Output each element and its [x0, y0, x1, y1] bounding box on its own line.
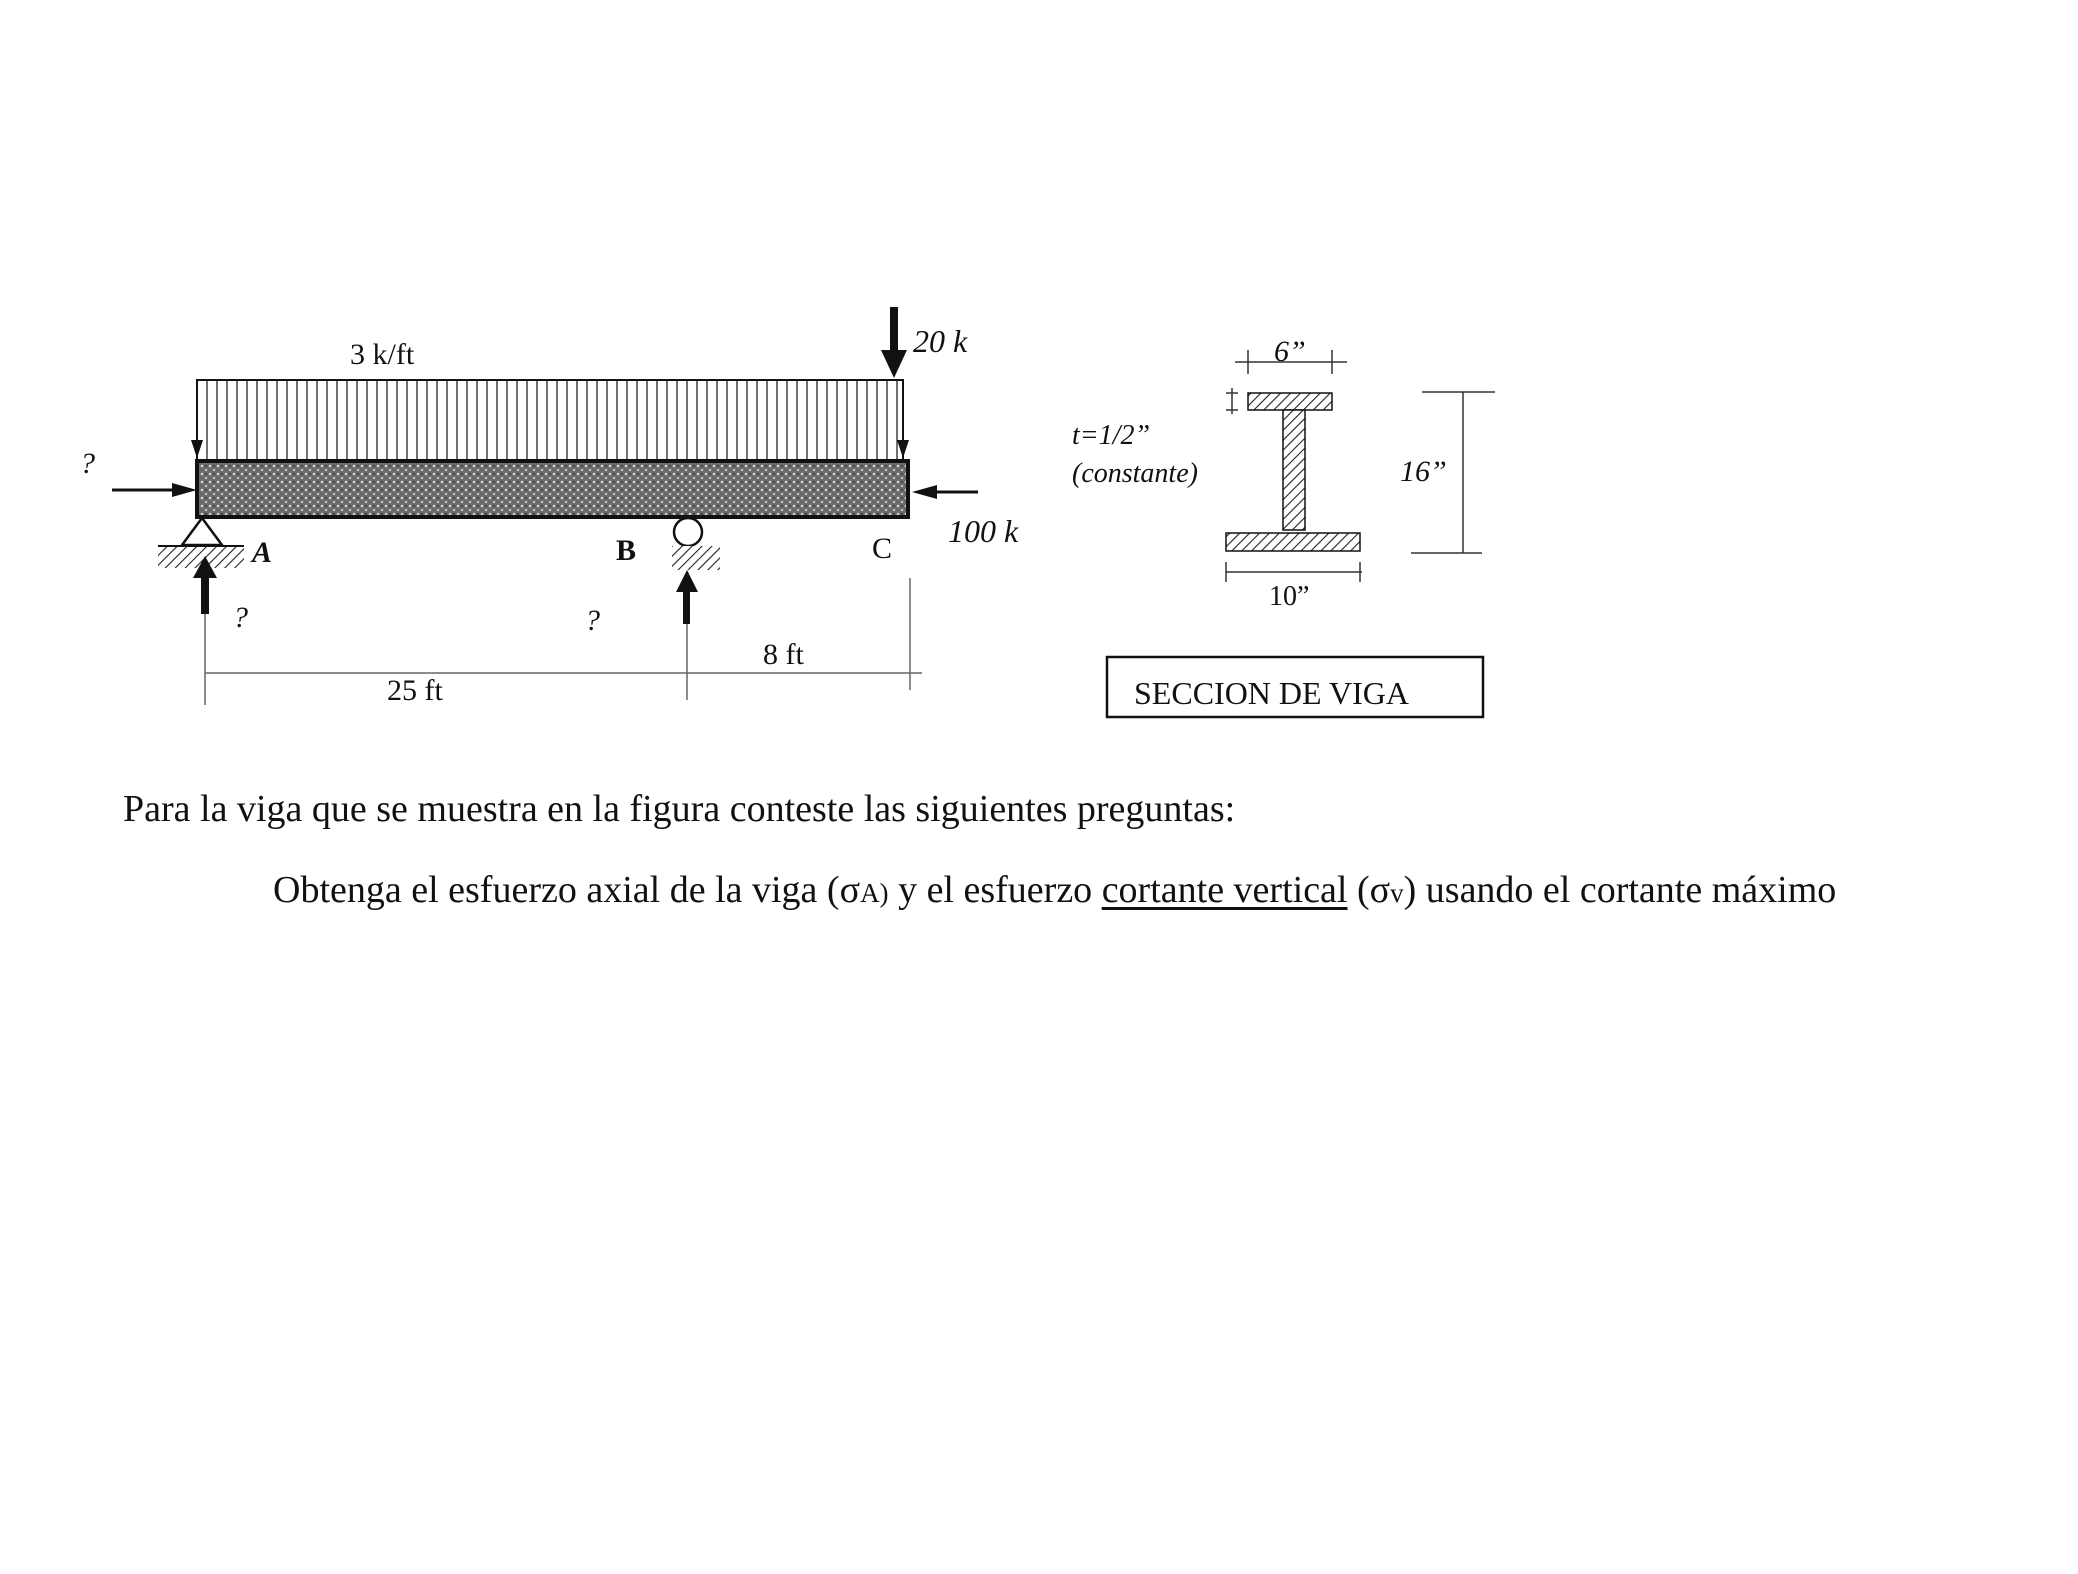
thickness-tick — [1226, 388, 1238, 414]
top-width-label: 6” — [1274, 335, 1306, 368]
beam-body — [197, 461, 908, 517]
reaction-b-arrow — [676, 570, 698, 624]
question-part-4: ) usando el cortante máximo — [1403, 869, 1837, 911]
sigma-v-subscript: v — [1390, 878, 1404, 908]
point-load-arrow — [881, 307, 907, 378]
question-part-3: ( — [1347, 869, 1370, 911]
reaction-a-label: ? — [233, 601, 248, 634]
support-a-label: A — [252, 536, 273, 569]
bottom-width-label: 10” — [1269, 581, 1310, 612]
roller-support-b — [672, 518, 720, 570]
axial-right-arrow — [912, 485, 978, 499]
point-load-label: 20 k — [913, 323, 968, 359]
distributed-load — [191, 380, 909, 460]
underlined-term: cortante vertical — [1101, 869, 1348, 911]
question-text — [273, 871, 1836, 909]
unknown-axial-label: ? — [80, 447, 95, 480]
height-label: 16” — [1400, 455, 1447, 488]
question-part-2: y el esfuerzo — [888, 869, 1102, 911]
pin-support-a — [158, 518, 244, 568]
sigma-v-symbol: σ — [1369, 869, 1391, 911]
dimension-lines — [205, 578, 922, 705]
support-b-label: B — [616, 534, 637, 567]
intro-text: Para la viga que se muestra en la figura conteste las siguientes preguntas: — [123, 788, 1236, 830]
dim-bc-label: 8 ft — [763, 638, 804, 671]
axial-left-arrow — [112, 483, 197, 497]
thickness-label: t=1/2” — [1072, 420, 1151, 451]
thickness-note: (constante) — [1072, 458, 1198, 489]
distributed-load-label: 3 k/ft — [350, 338, 415, 371]
bottom-width-dimension — [1226, 562, 1362, 582]
question-part-1: Obtenga el esfuerzo axial de la viga ( — [273, 869, 840, 911]
axial-load-label: 100 k — [948, 513, 1019, 549]
dim-ab-label: 25 ft — [387, 674, 443, 707]
point-c-label: C — [872, 532, 893, 565]
sigma-a-symbol: σ — [839, 869, 861, 911]
reaction-b-label: ? — [585, 604, 600, 637]
sigma-a-subscript: A) — [860, 878, 889, 908]
section-caption: SECCION DE VIGA — [1134, 675, 1409, 711]
i-beam-section — [1226, 393, 1360, 551]
beam-diagram — [0, 0, 2078, 760]
